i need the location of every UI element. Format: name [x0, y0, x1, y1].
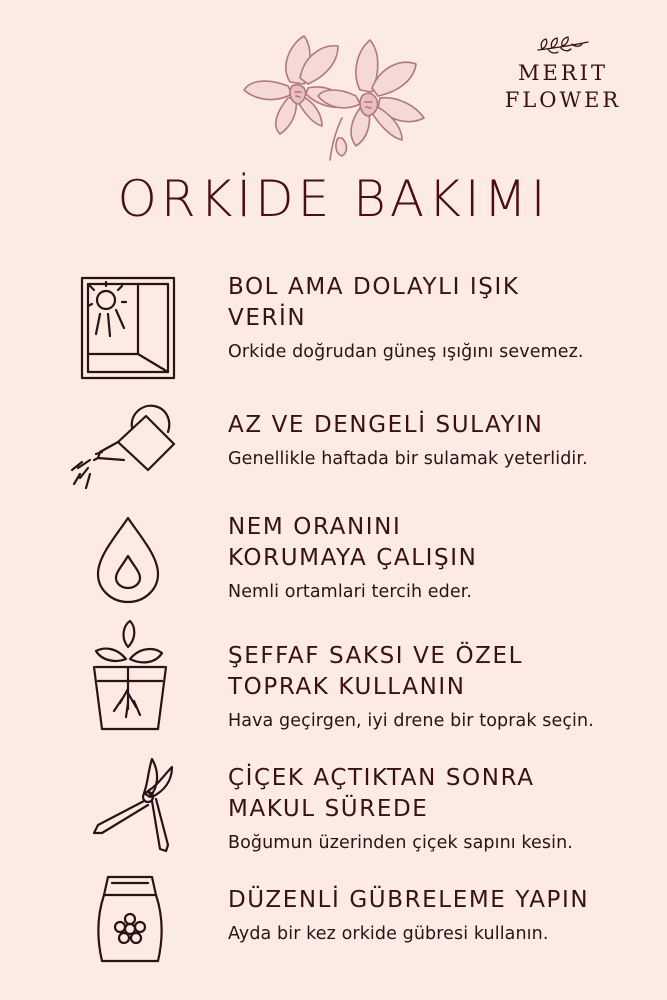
care-item-description: Genellikle haftada bir sulamak yeterlidir. — [228, 449, 588, 469]
orchid-illustration — [238, 26, 430, 162]
window-sun-icon — [68, 274, 180, 384]
care-item-watering-text — [228, 410, 648, 471]
brand-name-line2: FLOWER — [504, 88, 622, 112]
leaf-branch-icon — [534, 36, 592, 56]
brand-logo — [498, 36, 628, 114]
care-item-fertilizer-text — [228, 885, 648, 946]
care-item-description: Boğumun üzerinden çiçek sapını kesin. — [228, 833, 573, 853]
care-item-heading: ÇİÇEK AÇTIKTAN SONRA MAKUL SÜREDE — [228, 765, 535, 822]
care-item-pot-text — [228, 641, 648, 733]
page-title: ORKİDE BAKIMI — [117, 170, 550, 228]
care-item-heading: NEM ORANINI KORUMAYA ÇALIŞIN — [228, 514, 478, 571]
care-item-humidity-text — [228, 512, 648, 604]
pruning-shears-icon — [68, 753, 180, 857]
care-item-description: Orkide doğrudan güneş ışığını sevemez. — [228, 342, 584, 362]
care-item-description: Ayda bir kez orkide gübresi kullanın. — [228, 924, 549, 944]
care-item-heading: AZ VE DENGELİ SULAYIN — [228, 412, 544, 438]
care-item-heading: BOL AMA DOLAYLI IŞIK VERİN — [228, 274, 520, 331]
transparent-pot-icon — [68, 619, 180, 737]
care-item-light-text — [228, 272, 648, 364]
fertilizer-bag-icon — [68, 873, 180, 967]
watering-can-icon — [68, 398, 180, 498]
brand-name-line1: MERIT — [518, 61, 608, 85]
care-item-heading: ŞEFFAF SAKSI VE ÖZEL TOPRAK KULLANIN — [228, 643, 524, 700]
care-item-description: Nemli ortamlari tercih eder. — [228, 582, 473, 602]
care-item-heading: DÜZENLİ GÜBRELEME YAPIN — [228, 887, 590, 913]
care-item-pruning-text — [228, 763, 648, 855]
care-item-description: Hava geçirgen, iyi drene bir toprak seçin. — [228, 711, 594, 731]
water-drop-icon — [68, 514, 180, 606]
